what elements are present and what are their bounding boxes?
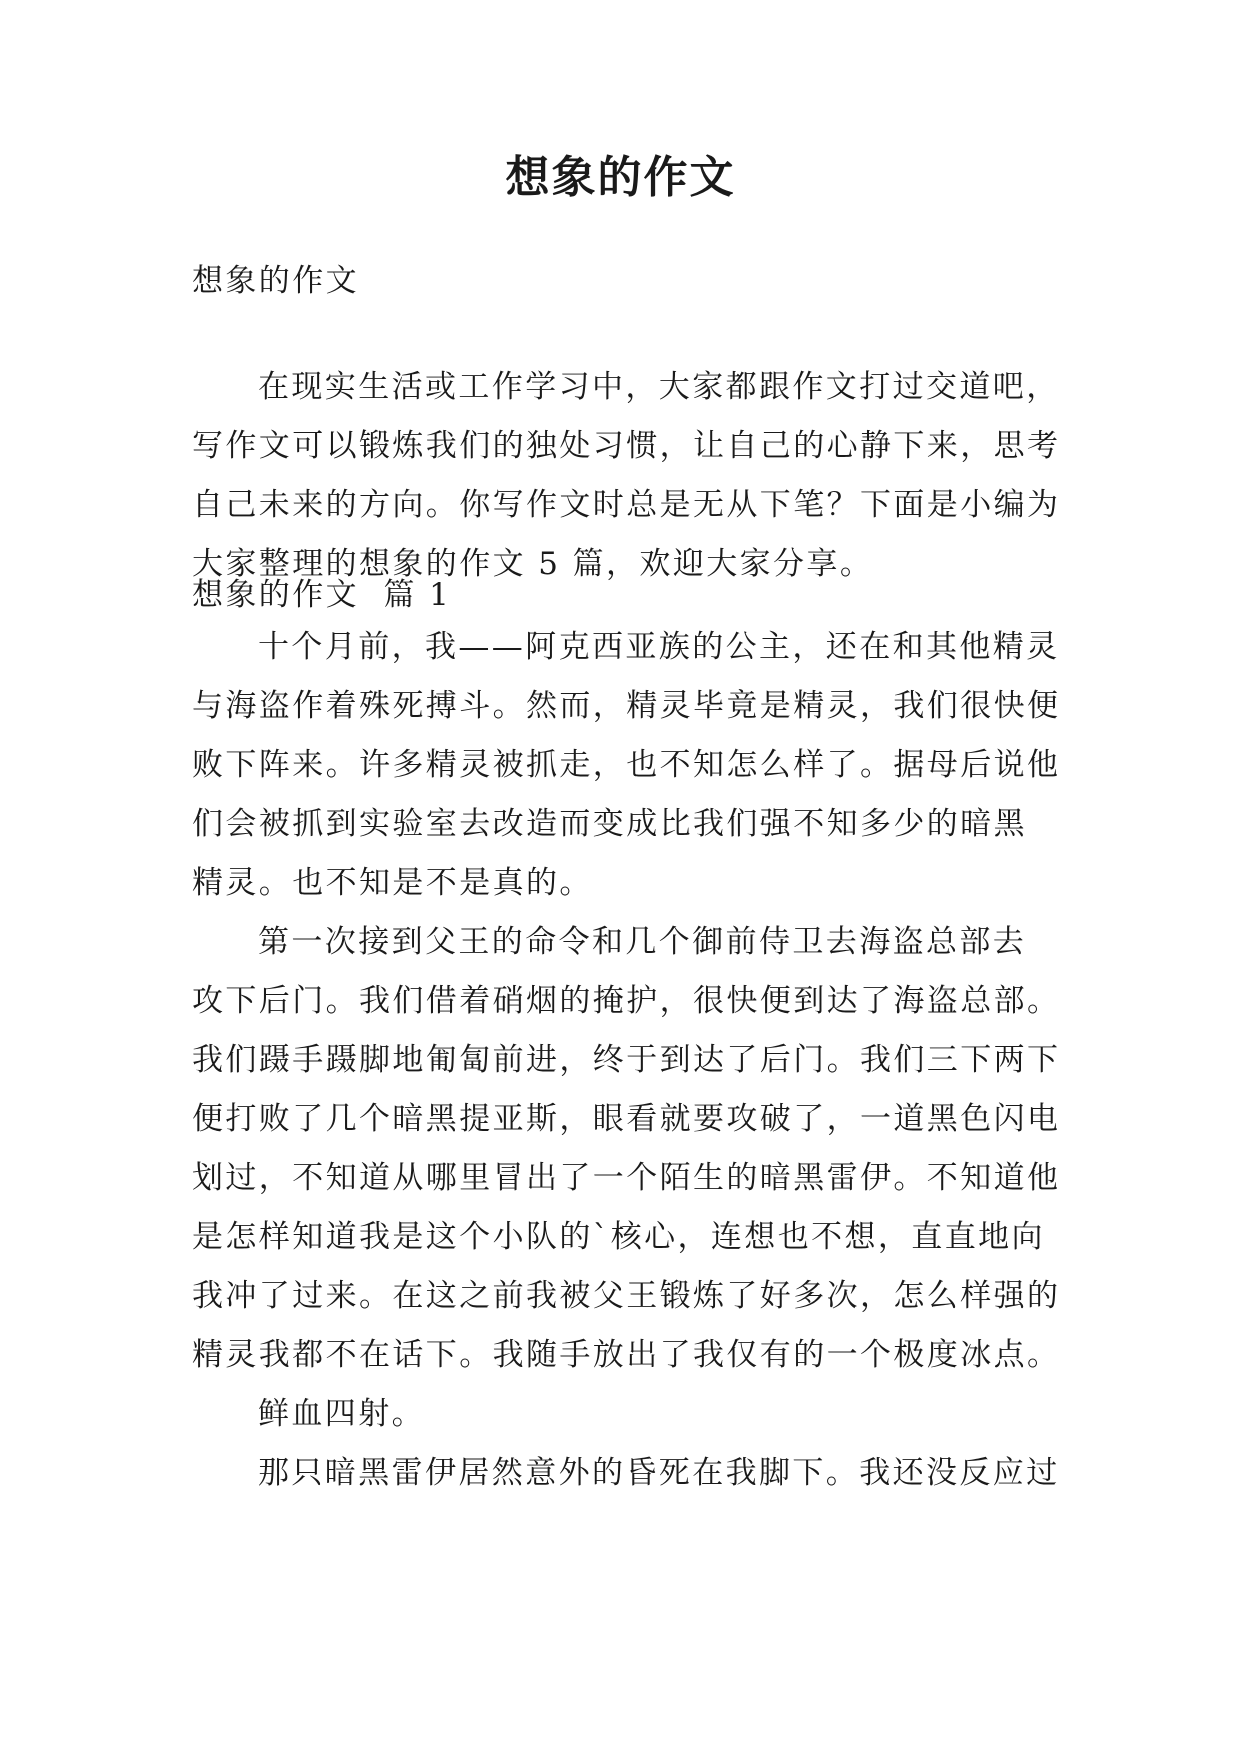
intro-line: 大家整理的想象的作文 5 篇，欢迎大家分享。 xyxy=(192,546,874,582)
paragraph-line: 攻下后门。我们借着硝烟的掩护，很快便到达了海盗总部。 xyxy=(192,983,1061,1019)
paragraph-line: 划过，不知道从哪里冒出了一个陌生的暗黑雷伊。不知道他 xyxy=(192,1160,1061,1196)
paragraph-4 xyxy=(192,1444,1072,1503)
paragraph-line: 便打败了几个暗黑提亚斯，眼看就要攻破了，一道黑色闪电 xyxy=(192,1101,1061,1137)
paragraph-line: 我冲了过来。在这之前我被父王锻炼了好多次，怎么样强的 xyxy=(192,1278,1061,1314)
paragraph-line: 那只暗黑雷伊居然意外的昏死在我脚下。我还没反应过 xyxy=(258,1455,1060,1491)
section-heading xyxy=(192,566,1072,625)
document-title: 想象的作文 xyxy=(505,152,736,203)
paragraph-line: 是怎样知道我是这个小队的`核心，连想也不想，直直地向 xyxy=(192,1219,1045,1255)
document-subtitle xyxy=(192,252,1072,311)
paragraph-1 xyxy=(192,618,1072,913)
section-heading-text: 想象的作文 篇 1 xyxy=(192,577,452,613)
intro-line: 在现实生活或工作学习中，大家都跟作文打过交道吧， xyxy=(258,369,1060,405)
intro-line: 写作文可以锻炼我们的独处习惯，让自己的心静下来，思考 xyxy=(192,428,1061,464)
paragraph-line: 十个月前，我——阿克西亚族的公主，还在和其他精灵 xyxy=(258,629,1060,665)
paragraph-line: 第一次接到父王的命令和几个御前侍卫去海盗总部去 xyxy=(258,924,1027,960)
paragraph-line: 精灵我都不在话下。我随手放出了我仅有的一个极度冰点。 xyxy=(192,1337,1061,1373)
paragraph-line: 我们蹑手蹑脚地匍匐前进，终于到达了后门。我们三下两下 xyxy=(192,1042,1061,1078)
subtitle-line: 想象的作文 xyxy=(192,263,359,299)
paragraph-3 xyxy=(192,1385,1072,1444)
paragraph-line: 鲜血四射。 xyxy=(258,1396,425,1432)
paragraph-line: 与海盗作着殊死搏斗。然而，精灵毕竟是精灵，我们很快便 xyxy=(192,688,1061,724)
paragraph-2 xyxy=(192,913,1072,1385)
paragraph-line: 败下阵来。许多精灵被抓走，也不知怎么样了。据母后说他 xyxy=(192,747,1061,783)
intro-paragraph xyxy=(192,358,1072,594)
intro-line: 自己未来的方向。你写作文时总是无从下笔？下面是小编为 xyxy=(192,487,1061,523)
paragraph-line: 精灵。也不知是不是真的。 xyxy=(192,865,593,901)
paragraph-line: 们会被抓到实验室去改造而变成比我们强不知多少的暗黑 xyxy=(192,806,1027,842)
